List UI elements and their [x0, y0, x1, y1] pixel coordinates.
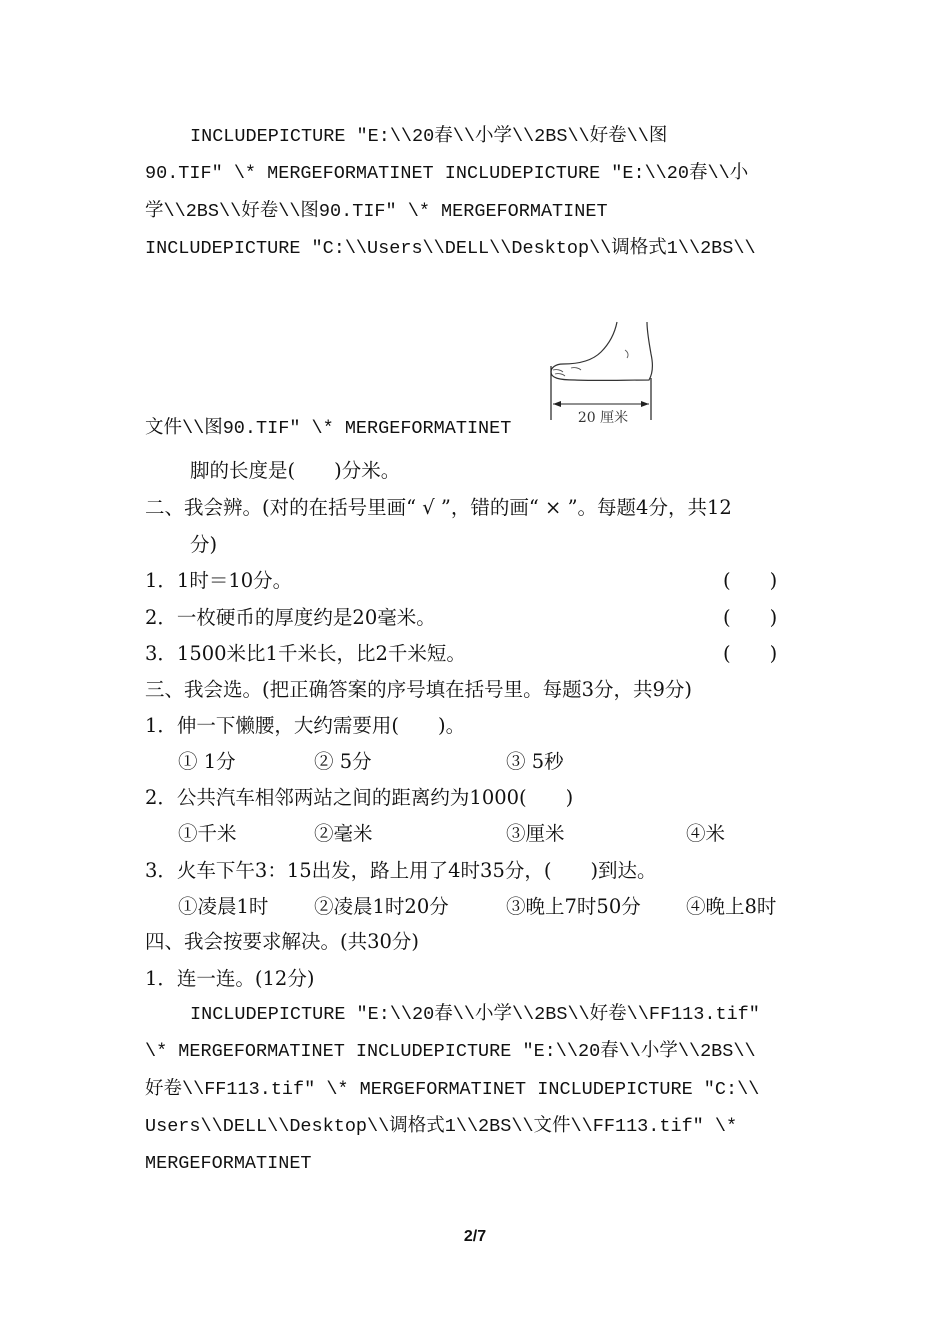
field-code-line: Users\\DELL\\Desktop\\调格式1\\2BS\\文件\\FF113.tif" \*	[145, 1116, 738, 1137]
section3-q1: 1．伸一下懒腰，大约需要用( )。	[145, 714, 466, 737]
answer-paren[interactable]: ( )	[723, 569, 778, 592]
option[interactable]: ①千米	[178, 822, 237, 845]
field-code-line: \* MERGEFORMATINET INCLUDEPICTURE "E:\\20春\\小学\\2BS\\	[145, 1041, 756, 1062]
section4-q1: 1．连一连。(12分)	[145, 967, 315, 990]
field-code-line: INCLUDEPICTURE "E:\\20春\\小学\\2BS\\好卷\\图	[190, 126, 668, 147]
section2-title: 二、我会辨。(对的在括号里画“ √ ”，错的画“ × ”。每题4分，共12	[145, 496, 732, 519]
section3-q2: 2．公共汽车相邻两站之间的距离约为1000( )	[145, 786, 574, 809]
field-code-line: 90.TIF" \* MERGEFORMATINET INCLUDEPICTURE "E:\\20春\\小	[145, 163, 749, 184]
option[interactable]: ②凌晨1时20分	[314, 895, 449, 918]
field-code-line: 学\\2BS\\好卷\\图90.TIF" \* MERGEFORMATINET	[145, 201, 608, 222]
option[interactable]: ② 5分	[314, 750, 372, 773]
section2-item-1: 1．1时＝10分。	[145, 569, 293, 592]
foot-question: 脚的长度是( )分米。	[190, 459, 401, 482]
section2-item-2: 2．一枚硬币的厚度约是20毫米。	[145, 606, 436, 629]
answer-paren[interactable]: ( )	[723, 606, 778, 629]
measure-arrow-left	[553, 401, 561, 407]
foot-toes	[553, 368, 581, 376]
section3-q3: 3．火车下午3：15出发，路上用了4时35分，( )到达。	[145, 859, 657, 882]
section2-title-cont: 分)	[190, 533, 218, 556]
field-code-line: INCLUDEPICTURE "C:\\Users\\DELL\\Desktop\\调格式1\\2BS\\	[145, 238, 756, 259]
field-code-line: 文件\\图90.TIF" \* MERGEFORMATINET	[145, 418, 512, 439]
option[interactable]: ③ 5秒	[506, 750, 564, 773]
measure-label: 20 厘米	[577, 410, 629, 426]
field-code-line: MERGEFORMATINET	[145, 1153, 312, 1174]
option[interactable]: ④米	[686, 822, 726, 845]
option[interactable]: ③厘米	[506, 822, 565, 845]
page-number: 2/7	[463, 1228, 487, 1245]
field-code-line: 好卷\\FF113.tif" \* MERGEFORMATINET INCLUDEPICTURE "C:\\	[145, 1079, 760, 1100]
option[interactable]: ②毫米	[314, 822, 373, 845]
section2-item-3: 3．1500米比1千米长，比2千米短。	[145, 642, 466, 665]
answer-paren[interactable]: ( )	[723, 642, 778, 665]
field-code-line: INCLUDEPICTURE "E:\\20春\\小学\\2BS\\好卷\\FF113.tif"	[190, 1004, 760, 1025]
section3-title: 三、我会选。(把正确答案的序号填在括号里。每题3分，共9分)	[145, 678, 693, 701]
option[interactable]: ①凌晨1时	[178, 895, 269, 918]
option[interactable]: ③晚上7时50分	[506, 895, 641, 918]
measure-arrow-right	[641, 401, 649, 407]
foot-ankle	[625, 350, 628, 358]
foot-outline	[551, 322, 652, 380]
section4-title: 四、我会按要求解决。(共30分)	[145, 930, 420, 953]
option[interactable]: ① 1分	[178, 750, 236, 773]
option[interactable]: ④晚上8时	[686, 895, 777, 918]
foot-illustration	[545, 318, 660, 430]
